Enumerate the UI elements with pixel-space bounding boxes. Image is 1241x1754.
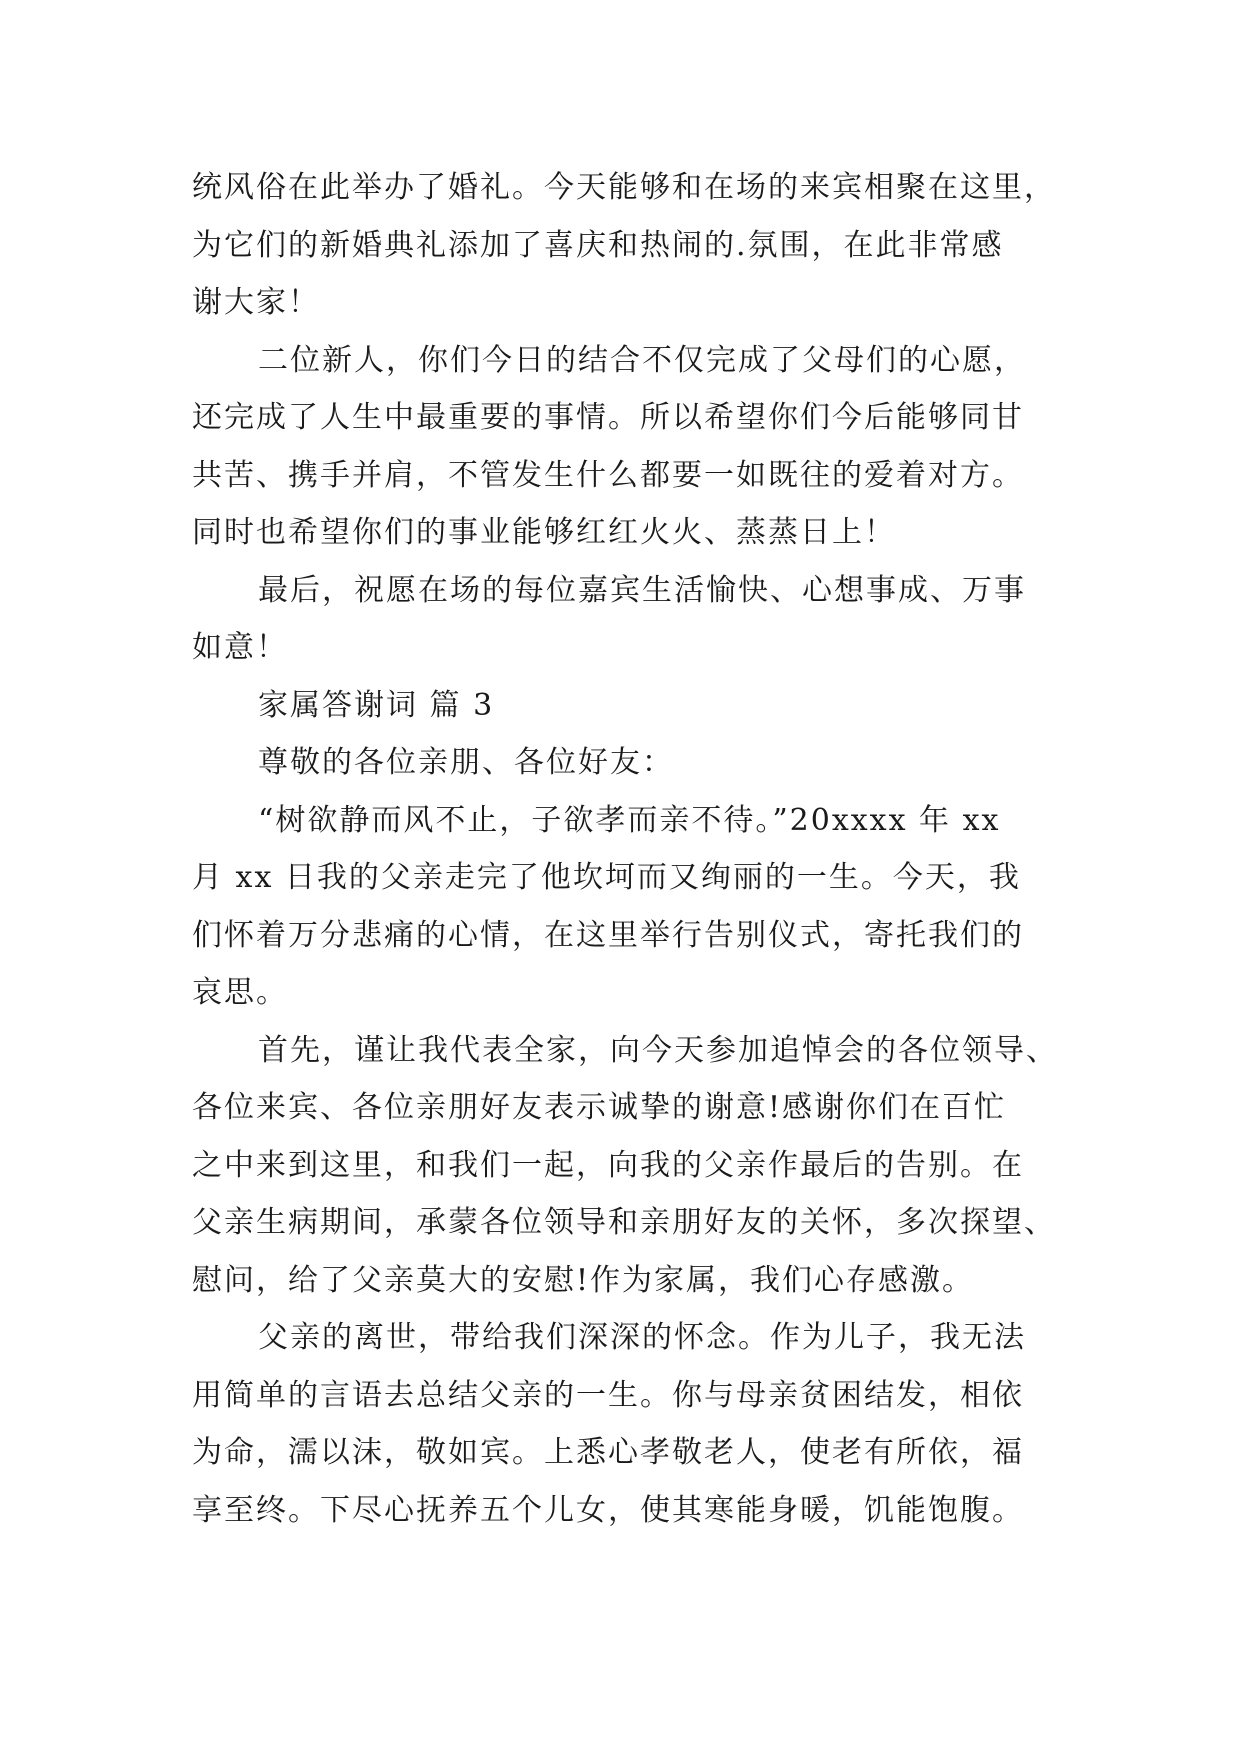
paragraph-line: 共苦、携手并肩，不管发生什么都要一如既往的爱着对方。 <box>192 458 1024 493</box>
paragraph-line: 用简单的言语去总结父亲的一生。你与母亲贫困结发，相依 <box>192 1378 1024 1413</box>
paragraph-line: 享至终。下尽心抚养五个儿女，使其寒能身暖，饥能饱腹。 <box>192 1493 1024 1528</box>
paragraph-line: 最后，祝愿在场的每位嘉宾生活愉快、心想事成、万事 <box>258 573 1026 608</box>
paragraph-line: 如意！ <box>192 630 288 665</box>
paragraph-line: 二位新人，你们今日的结合不仅完成了父母们的心愿， <box>258 343 1026 378</box>
salutation: 尊敬的各位亲朋、各位好友： <box>258 745 674 780</box>
paragraph-line: 月 xx 日我的父亲走完了他坎坷而又绚丽的一生。今天，我 <box>192 860 1021 895</box>
paragraph-line: 慰问，给了父亲莫大的安慰!作为家属，我们心存感激。 <box>192 1263 975 1298</box>
paragraph-line: 还完成了人生中最重要的事情。所以希望你们今后能够同甘 <box>192 400 1024 435</box>
section-heading: 家属答谢词 篇 3 <box>258 688 495 723</box>
paragraph-line: 父亲的离世，带给我们深深的怀念。作为儿子，我无法 <box>258 1320 1026 1355</box>
paragraph-line: 统风俗在此举办了婚礼。今天能够和在场的来宾相聚在这里， <box>192 170 1056 205</box>
paragraph-line: 首先，谨让我代表全家，向今天参加追悼会的各位领导、 <box>258 1033 1058 1068</box>
paragraph-line: “树欲静而风不止，子欲孝而亲不待。”20xxxx 年 xx <box>258 803 1001 838</box>
paragraph-line: 谢大家！ <box>192 285 320 320</box>
paragraph-line: 同时也希望你们的事业能够红红火火、蒸蒸日上！ <box>192 515 896 550</box>
paragraph-line: 各位来宾、各位亲朋好友表示诚挚的谢意!感谢你们在百忙 <box>192 1090 1007 1125</box>
paragraph-line: 为命，濡以沫，敬如宾。上悉心孝敬老人，使老有所依，福 <box>192 1435 1024 1470</box>
paragraph-line: 父亲生病期间，承蒙各位领导和亲朋好友的关怀，多次探望、 <box>192 1205 1056 1240</box>
paragraph-line: 为它们的新婚典礼添加了喜庆和热闹的.氛围，在此非常感 <box>192 228 1004 263</box>
paragraph-line: 之中来到这里，和我们一起，向我的父亲作最后的告别。在 <box>192 1148 1024 1183</box>
paragraph-line: 哀思。 <box>192 975 288 1010</box>
paragraph-line: 们怀着万分悲痛的心情，在这里举行告别仪式，寄托我们的 <box>192 918 1024 953</box>
